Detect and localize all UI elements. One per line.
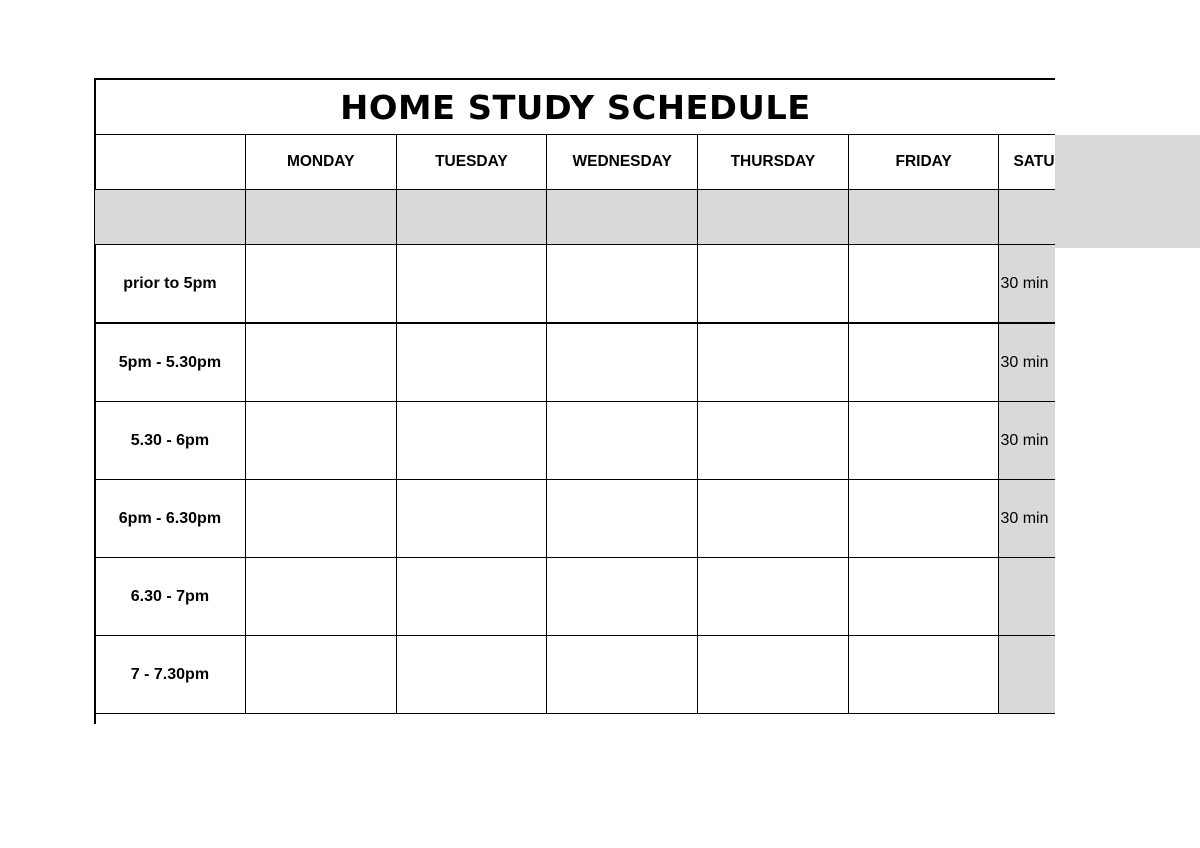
schedule-cell[interactable] [848,402,999,480]
saturday-cell[interactable]: 30 min [999,402,1055,480]
schedule-cell[interactable] [245,245,396,324]
saturday-cell[interactable] [999,636,1055,714]
schedule-cell[interactable] [547,323,698,402]
day-header-monday[interactable]: MONDAY [245,135,396,190]
day-header-friday[interactable]: FRIDAY [848,135,999,190]
time-label[interactable]: 6pm - 6.30pm [95,480,246,558]
day-header-thursday[interactable]: THURSDAY [698,135,849,190]
schedule-cell[interactable] [698,480,849,558]
day-header-tuesday[interactable]: TUESDAY [396,135,547,190]
schedule-cell[interactable] [396,480,547,558]
saturday-cell[interactable]: 30 min [999,245,1055,324]
schedule-cell[interactable] [396,245,547,324]
schedule-cell[interactable] [698,558,849,636]
shaded-cell[interactable] [396,190,547,245]
offsheet-shaded-band [1055,135,1200,248]
day-header-saturday[interactable]: SATU [999,135,1055,190]
schedule-cell[interactable] [396,323,547,402]
day-header-wednesday[interactable]: WEDNESDAY [547,135,698,190]
schedule-cell[interactable] [848,636,999,714]
time-label[interactable]: 5pm - 5.30pm [95,323,246,402]
schedule-cell[interactable] [698,402,849,480]
schedule-cell[interactable] [396,636,547,714]
time-label[interactable]: 5.30 - 6pm [95,402,246,480]
time-row [95,245,1056,324]
schedule-cell[interactable] [245,636,396,714]
shaded-cell[interactable] [95,190,246,245]
schedule-cell[interactable] [245,323,396,402]
shaded-cell[interactable] [999,190,1055,245]
schedule-cell[interactable] [547,245,698,324]
saturday-cell[interactable] [999,558,1055,636]
saturday-cell[interactable]: 30 min [999,480,1055,558]
schedule-cell[interactable] [698,636,849,714]
schedule-cell[interactable] [396,558,547,636]
corner-cell[interactable] [95,135,246,190]
time-label[interactable]: prior to 5pm [95,245,246,324]
time-row [95,636,1056,714]
schedule-cell[interactable] [547,636,698,714]
shaded-row [95,190,1056,245]
shaded-cell[interactable] [245,190,396,245]
saturday-cell[interactable]: 30 min [999,323,1055,402]
time-row [95,480,1056,558]
schedule-cell[interactable] [547,558,698,636]
schedule-cell[interactable] [245,480,396,558]
schedule-cell[interactable] [245,558,396,636]
time-label[interactable]: 7 - 7.30pm [95,636,246,714]
day-header-row [95,135,1056,190]
schedule-cell[interactable] [547,402,698,480]
schedule-cell[interactable] [245,402,396,480]
schedule-cell[interactable] [848,323,999,402]
schedule-table [94,134,1055,714]
shaded-cell[interactable] [547,190,698,245]
schedule-cell[interactable] [848,480,999,558]
shaded-cell[interactable] [848,190,999,245]
schedule-cell[interactable] [698,245,849,324]
schedule-cell[interactable] [848,558,999,636]
schedule-cell[interactable] [848,245,999,324]
schedule-sheet [94,78,1055,724]
page-title: HOME STUDY SCHEDULE [340,88,811,127]
shaded-cell[interactable] [698,190,849,245]
schedule-cell[interactable] [547,480,698,558]
time-row [95,558,1056,636]
time-label[interactable]: 6.30 - 7pm [95,558,246,636]
schedule-cell[interactable] [698,323,849,402]
schedule-cell[interactable] [396,402,547,480]
time-row [95,402,1056,480]
time-row [95,323,1056,402]
